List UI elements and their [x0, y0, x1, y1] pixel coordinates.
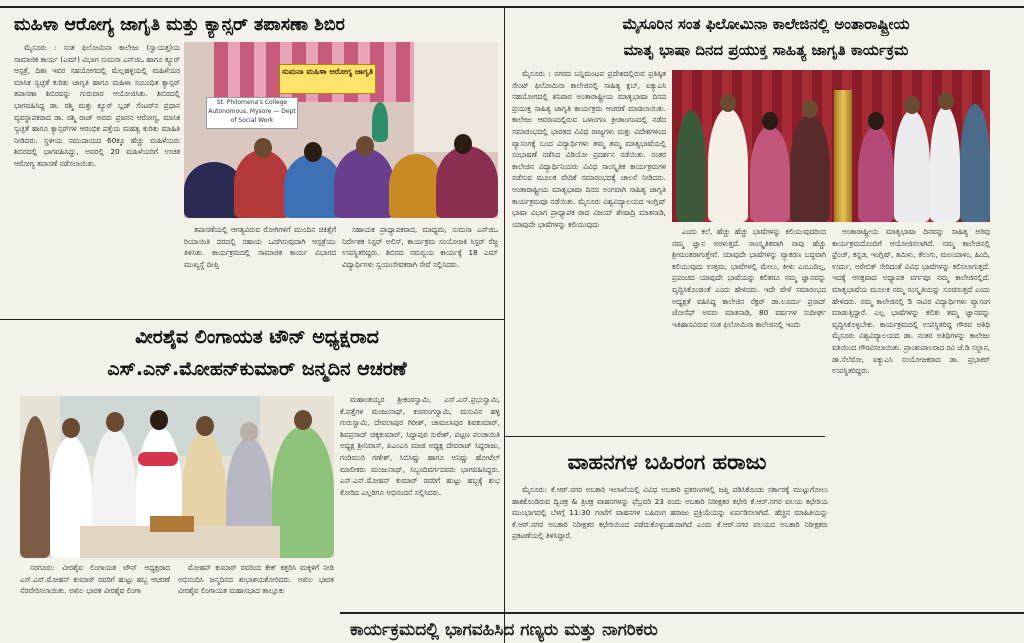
language-day-col3-text: ಅಂತಾರಾಷ್ಟ್ರೀಯ ಮಾತೃಭಾಷಾ ದಿನವನ್ನು ಸಾಹಿತ್ಯ ಅರಿವು ಕಾರ್ಯಕ್ರಮದೊಂದಿಗೆ ಆಯೋಜಿಸಲಾಗಿದೆ. ನಮ್ಮ ಕಾಲೇಜಿನಲ್ಲಿ ಫ್ರೆಂಚ್, ಕನ್ನಡ, ಇಂಗ್ಲಿಷ್, ತಮಿಳು, ತೆಲುಗು, ಮಲಯಾಳಂ, ಹಿಂದಿ, ಉರ್ದು, ಅರೇಬಿಕ್ ಸೇರಿದಂತೆ ವಿವಿಧ ಭಾಷೆಗಳನ್ನು ಕಲಿಸಲಾಗುತ್ತದೆ. ಇದಕ್ಕೆ ಆಸಕ್ತವಾದ ಅಧ್ಯಾಪಕ ವರ್ಗವೂ ನಮ್ಮ ಕಾಲೇಜಿನಲ್ಲಿದೆ. ಮಾತೃಭಾಷೆಯ ಮೂಲಕ ನಮ್ಮ ಸಂಸ್ಕೃತಿಯನ್ನು ಸೂಚಿಸುತ್ತದೆ ಎಂದು ಹೇಳಿದರು. ನಮ್ಮ ಕಾಲೇಜಿನಲ್ಲಿ 5 ಸಾವಿರ ವಿದ್ಯಾರ್ಥಿಗಳು ವ್ಯಾಸಂಗ ಮಾಡುತ್ತಿದ್ದಾರೆ. ಎಲ್ಲ ಭಾಷೆಗಳನ್ನು ಕಲಿತು ತಮ್ಮ ಜ್ಞಾನವನ್ನು ವೃದ್ಧಿಸಿಕೊಳ್ಳಬೇಕು. ಕಾರ್ಯಕ್ರಮದಲ್ಲಿ ಉಪಸ್ಥಿತರಿದ್ದ ಗೌರವ ಅತಿಥಿ ಮೈಸೂರು ವಿಶ್ವವಿದ್ಯಾಲಯದ ಡಾ. ನಂತರ ಅತಿಥಿಗಳನ್ನು ಕಾಲೇಜು ವತಿಯಿಂದ ಗೌರವಿಸಲಾಯಿತು. ಪ್ರಾಂಶುಪಾಲರಾದ ರವಿ ಜೆ.ಡಿ ಸಲ್ದಾನ, ಡಾ.ಸೆಲೆರೋ, ಐಕ್ಯುಎಸಿ ಸಂಯೋಜಕರಾದ ಡಾ. ಪ್ರಭಾಕರ್ ಉಪಸ್ಥಿತರಿದ್ದರು.	[832, 227, 990, 376]
man-head-5	[240, 422, 258, 442]
language-day-col1-text: ಮೈಸೂರು : ನಗರದ ಬನ್ನಿಮಂಟಪ ಪ್ರದೇಶದಲ್ಲಿರುವ ಪ್ರತಿಷ್ಠಿತ ಸೇಂಟ್ ಫಿಲೋಮಿನಾ ಕಾಲೇಜಿನಲ್ಲಿ ಸಾಹಿತ್ಯ ಕ್ಲಬ್, ಐಕ್ಯುಎಸಿ ಸಹಯೋಗದಲ್ಲಿ ಶನಿವಾರ ಅಂತಾರಾಷ್ಟ್ರೀಯ ಮಾತೃಭಾಷಾ ದಿನದ ಪ್ರಯುಕ್ತ ಸಾಹಿತ್ಯ ಜಾಗೃತಿ ಕಾರ್ಯಕ್ರಮ ಆಚರಣೆ ಮಾಡಲಾಯಿತು. ಕಾಲೇಜು ಆವರಣದಲ್ಲಿರುವ ಒಳಾಂಗಣ ಕ್ರೀಡಾಂಗಣದಲ್ಲಿ ನಡೆದ ಸಮಾರಂಭದಲ್ಲಿ ಭಾರತದ ವಿವಿಧ ರಾಜ್ಯಗಳು ಮತ್ತು ವಿದೇಶಗಳಿಂದ ವ್ಯಾಸಂಗಕ್ಕೆ ಬಂದ ವಿದ್ಯಾರ್ಥಿಗಳು ತಮ್ಮ ತಮ್ಮ ಮಾತೃಭಾಷೆಯಲ್ಲಿ ಸಂಭಾಷಣೆ ನಡೆಸಿದ ವಿಡಿಯೋ ಪ್ರದರ್ಶನ ನಡೆಯಿತು. ನಂತರ ಕಾಲೇಜಿನ ವಿದ್ಯಾರ್ಥಿನಿಯರು ವಿವಿಧ ಸಾಂಸ್ಕೃತಿಕ ಕಾರ್ಯಕ್ರಮಗಳ ನಡೆಸುವ ಮೂಲಕ ವೇದಿಕೆ ಸಮಾರಂಭದಕ್ಕೆ ಚಾಲನೆ ನೀಡಿದರು. ಅಂತಾರಾಷ್ಟ್ರೀಯ ಮಾತೃಭಾಷಾ ದಿನದ ಅಂಗವಾಗಿ ಸಾಹಿತ್ಯ ಜಾಗೃತಿ ಕಾರ್ಯಕ್ರಮವೂ ನಡೆಯಿತು. ಮೈಸೂರು ವಿಶ್ವವಿದ್ಯಾಲಯದ ಇಂಗ್ಲಿಷ್ ಭಾಷಾ ವಿಭಾಗ ಪ್ರಾಧ್ಯಾಪಕ ರಾದ ವಿಜಯ್ ಶೇಷಾದ್ರಿ ಮಾತನಾಡಿ, ಯಾವುದೇ ಭಾಷೆಗಳನ್ನು ಕಲಿಯುವುದು	[512, 69, 666, 229]
language-day-column-2	[672, 226, 826, 430]
auction-body-text: ಮೈಸೂರು: ಕೆ.ಆರ್.ನಗರ ಅಬಕಾರಿ ಇಲಾಖೆಯಲ್ಲಿ ವಿವಿಧ ಅಬಕಾರಿ ಪ್ರಕರಣಗಳಲ್ಲಿ ಜಪ್ತಿ ಪಡಿಸಿಕೊಂಡು ಸರ್ಕಾರಕ್ಕೆ ಮುಟ್ಟುಗೋಲು ಹಾಕಿಕೊಂಡಿರುವ ದ್ವಿಚಕ್ರ & ತ್ರಿಚಕ್ರ ವಾಹನಗಳನ್ನು ಫೆಬ್ರವರಿ 23 ರಂದು ಅಬಕಾರಿ ನಿರೀಕ್ಷಕರ ಕಛೇರಿ ಕೆ.ಆರ್.ನಗರ ವಲಯ ಕಛೇರಿಯ ಮುಂಭಾಗದಲ್ಲಿ ಬೆಳಗ್ಗೆ 11:30 ಗಂಟೆಗೆ ವಾಹನಗಳ ಬಹಿರಂಗ ಹರಾಜು ಪ್ರಕ್ರಿಯೆಯನ್ನು ಏರ್ಪಡಿಸಲಾಗಿದೆ. ಹೆಚ್ಚಿನ ಮಾಹಿತಿಯನ್ನು ಕೆ.ಆರ್.ನಗರ ಅಬಕಾರಿ ನಿರೀಕ್ಷಕರ ಕಛೇರಿಯಿಂದ ಪಡೆದುಕೊಳ್ಳಬಹುದಾಗಿದೆ ಎಂದು ಕೆ.ಆರ್.ನಗರ ವಲಯದ ಅಬಕಾರಿ ನಿರೀಕ್ಷಕರು ಪ್ರಕಟಣೆಯಲ್ಲಿ ತಿಳಿಸಿದ್ದಾರೆ.	[512, 485, 828, 541]
man-head-6	[294, 410, 312, 430]
top-rule	[0, 6, 1024, 8]
wall	[414, 42, 498, 152]
guest-3	[750, 126, 790, 222]
man-head-4	[196, 416, 214, 436]
garland	[138, 452, 178, 466]
guest-1	[676, 110, 706, 222]
birthday-headline-1: ವೀರಶೈವ ಲಿಂಗಾಯತ ಟೌನ್ ಅಧ್ಯಕ್ಷರಾದ	[135, 326, 379, 348]
guest-head-1	[720, 94, 736, 112]
health-camp-col2-text: ತಪಾಸಣೆಯಲ್ಲಿ ಆಗತ್ಯವಿರುವ ರೋಗಿಗಳಿಗೆ ಮುಂದಿನ ಚಿಕಿತ್ಸೆಗೆ ರಿಯಾಯಿತಿ ದರದಲ್ಲಿ ಸಹಾಯ ಒದಗಿಸುವುದಾಗಿ ಆಸ್ಪತ್ರೆಯು ತಿಳಿಸಿತು. ಕಾರ್ಯಕ್ರಮದಲ್ಲಿ ಸಾಮಾಜಿಕ ಕಾರ್ಯ ವಿಭಾಗದ ಮುಖ್ಯಸ್ಥೆ ದೀಪ್ತಿ	[184, 225, 336, 269]
brass-lamp	[834, 90, 852, 222]
health-camp-photo	[184, 42, 498, 218]
birthday-col2-text: ಮೋಹನ್ ಕುಮಾರ್ ರವರಿಂದ ಕೇಕ್ ಕತ್ತರಿಸಿ ಮಕ್ಕಳಿಗೆ ನೀಡಿ ಅಭಿನಂದಿಸಿ ಜನ್ಮದಿನದ ಶುಭಾಶಯಕೋರಿದರು. ಅಖಿಲ ಭಾರತ ವೀರಶೈವ ಲಿಂಗಾಯತ ಮಹಾಸಭಾದ ತಾಲ್ಲೂಕು	[178, 563, 334, 596]
audience-head-3	[356, 136, 374, 156]
man-head-3	[150, 410, 168, 430]
birthday-col3-text: ಮಹಾಂತಯ್ಯರ ಶ್ರೀಕಂಠಸ್ವಾಮಿ, ಎಸ್.ಎಸ್.ಪ್ರಭುಸ್ವಾಮಿ, ಕೆ.ಪತ್ತೆಗಳ ಮಂಜುನಾಥ್, ಕಂಠರಂಗಸ್ವಾಮಿ, ಮಸುವಿನ ಹಳ್ಳಿ ಗುರುಸ್ವಾಮಿ, ದೇವಲಾಪುರ ಗಿರೀಶ್, ಚಾಮಲಾಪುರ ಶಿವಕುಮಾರ್, ಶಿವಪ್ರಸಾದ್ ಚಿಕ್ಕಕುಮಾರ್, ಸಿದ್ದಾಪುರ ಸುರೇಶ್, ಪಟ್ಟಣ ಪಂಚಾಯಿತಿ ಅಧ್ಯಕ್ಷ ಶ್ರೀನಿವಾಸ್, ಪಿಎಂಎಸಿ ಮಾಜಿ ಅಧ್ಯಕ್ಷ ದೇವರಾಜ್ ಸಿದ್ದರಾಜು, ಗಂಡಿಮುರಿ ಗಣೇಶ್, ಸಿಬಿಸಿಷ್ಣು ಹಾಗೂ ಅನಿಷ್ಣು ಹೋಟೆಲ್ ಮಾಲೀಕರು ಮಂಜುನಾಥ್, ಸಿಬ್ಬಂದಿವರ್ಗದವರು ಭಾಗವಹಿಸಿದ್ದರು. ಎಸ್.ಎನ್.ಮೋಹನ್ ಕುಮಾರ್ ರವರಿಗೆ ಹುಟ್ಟು ಹಬ್ಬಕ್ಕೆ ಶುಭ ಕೋರಿದ ಎಲ್ಲರಿಗೂ ಅಭಿನಂದನೆ ಸಲ್ಲಿಸಿದರು.	[340, 395, 500, 497]
guest-7	[930, 106, 960, 222]
guest-2-priest	[708, 108, 748, 222]
audience-head-2	[304, 142, 322, 162]
center-divider	[504, 8, 505, 643]
guest-head-4	[868, 112, 884, 130]
auction-body	[512, 484, 828, 604]
language-day-headline-2: ಮಾತೃ ಭಾಷಾ ದಿನದ ಪ್ರಯುಕ್ತ ಸಾಹಿತ್ಯ ಜಾಗೃತಿ ಕಾರ್ಯಕ್ರಮ	[623, 41, 909, 59]
audience-5	[389, 154, 443, 218]
cake	[150, 516, 194, 532]
bottom-strip-headline: ಕಾರ್ಯಕ್ರಮದಲ್ಲಿ ಭಾಗವಹಿಸಿದ ಗಣ್ಯರು ಮತ್ತು ನಾಗರಿಕರು	[350, 620, 658, 640]
left-divider-1	[0, 319, 504, 320]
birthday-column-2	[178, 562, 334, 632]
language-day-headline-1: ಮೈಸೂರಿನ ಸಂತ ಫಿಲೋಮಿನಾ ಕಾಲೇಜಿನಲ್ಲಿ ಅಂತಾರಾಷ್ಟ್ರೀಯ	[622, 15, 910, 33]
health-camp-column-1	[14, 42, 180, 318]
health-camp-column-2	[184, 224, 336, 316]
guest-8	[960, 104, 990, 222]
audience-2	[234, 150, 290, 218]
birthday-column-3	[340, 394, 500, 580]
audience-head-4	[454, 134, 472, 154]
bottom-rule	[340, 612, 1024, 614]
health-camp-col3-text: ಸಹಾಯಕ ಪ್ರಾಧ್ಯಾಪಕರಾದ, ಮಾಧ್ಯಮ, ಸುಮನಾ ಎನ್‌ಜಿಒ ನಿರ್ದೇಶಕ ಸಿಸ್ಟರ್ ಅಲಿಸ್, ಕಾರ್ಯಕ್ರಮ ಸಂಯೋಜಕಿ ಸಿಸ್ಟರ್ ರೆಜ್ಜ ಉಪಸ್ಥಿತರಿದ್ದರು. ಶಿಬಿರದ ಸಮನ್ವಯ ಕಾರ್ಯಕ್ಕೆ 18 ಎಮ್ ವಿದ್ಯಾರ್ಥಿಗಳು ಸ್ವಯಂಸೇವಕರಾಗಿ ಸೇವೆ ಸಲ್ಲಿಸಿದರು.	[342, 225, 498, 269]
man-1	[20, 416, 50, 558]
audience-6	[436, 146, 498, 218]
guest-5	[858, 126, 894, 222]
auction-top-rule	[505, 436, 825, 437]
language-day-col2-text: ಎಂದು ಕಲೆ, ಹೆಚ್ಚು ಹೆಚ್ಚು ಭಾಷೆಗಳನ್ನು ಕಲಿಯುವುದರಿಂದ ನಮ್ಮ ಜ್ಞಾನ ಅರಳುತ್ತದೆ. ಸಾಂಸ್ಕೃತಿಕವಾಗಿ ನಾವು ಹೆಚ್ಚು ಶ್ರೀಮಂತರಾಗುತ್ತೇವೆ. ಯಾವುದೇ ಭಾಷೆಗಳನ್ನು ವ್ಯಾಕರಣ ಬದ್ಧವಾಗಿ ಕಲಿಯುವುದು ಉತ್ತಮ, ಭಾಷೆಗಳಲ್ಲಿ ಮೇಲು, ಕೀಳು ಎಂಬುದಿಲ್ಲ, ಪ್ರಪಂಚದ ಯಾವುದೇ ಭಾಷೆಯನ್ನು ಕಲಿತರೂ ನಮ್ಮ ಜ್ಞಾನವನ್ನು ವೃದ್ಧಿಸಿಕೊಂಡಂತೆ ಎಂದು ಹೇಳಿದರು. ಇದೇ ವೇಳೆ ಸಮಾರಂಭದ ಅಧ್ಯಕ್ಷತೆ ವಹಿಸಿದ್ದ ಕಾಲೇಜಿನ ರೆಕ್ಟರ್ ಡಾ.ಲೂರ್ದು ಪ್ರಸಾದ್ ಜೋಸೆಫ್ ಅವರು ಮಾತನಾಡಿ, 80 ವರ್ಷಗಳ ಸುದೀರ್ಘ ಇತಿಹಾಸವಿರುವ ಸಂತ ಫಿಲೋಮಿನಾ ಕಾಲೇಜಿನಲ್ಲಿ ಇಂದು	[672, 227, 826, 329]
guest-head-6	[938, 92, 954, 110]
health-camp-headline: ಮಹಿಳಾ ಆರೋಗ್ಯ ಜಾಗೃತಿ ಮತ್ತು ಕ್ಯಾನ್ಸರ್ ತಪಾಸಣಾ ಶಿಬಿರ	[14, 15, 345, 35]
man-head-1	[62, 418, 80, 438]
language-day-column-3	[832, 226, 990, 602]
language-day-column-1	[512, 68, 666, 430]
birthday-headline-2: ಎಸ್.ಎನ್.ಮೋಹನ್‌ಕುಮಾರ್ ಜನ್ಮದಿನ ಆಚರಣೆ	[107, 358, 407, 380]
birthday-col1-text: ಸರಗೂರು: ವೀರಶೈವ ಲಿಂಗಾಯತ ಟೌನ್ ಅಧ್ಯಕ್ಷರಾದ ಎಸ್.ಎನ್.ಮೋಹನ್ ಕುಮಾರ್ ರವರಿಗೆ ಹುಟ್ಟು ಹಬ್ಬ ಆಚರಣೆ ನೆರವೇರಿಸಲಾಯಿತು. ಅಖಿಲ ಭಾರತ ವೀರಶೈವ ಲಿಂಗಾ	[20, 563, 170, 596]
guest-head-3	[802, 100, 818, 118]
auction-headline: ವಾಹನಗಳ ಬಹಿರಂಗ ಹರಾಜು	[567, 450, 767, 474]
birthday-photo	[20, 396, 334, 558]
guest-6	[894, 110, 930, 222]
speaker	[372, 102, 388, 142]
health-camp-column-3	[342, 224, 498, 316]
man-head-2	[106, 412, 124, 432]
photo-sign: St. Philomena's College Autonomous, Mysore — Dept of Social Work	[206, 97, 298, 129]
audience-4	[334, 148, 394, 218]
guest-head-2	[762, 112, 778, 130]
health-camp-col1-text: ಮೈಸೂರು : ಸಂತ ಫಿಲೋಮಿನಾ ಕಾಲೇಜು (ಸ್ವಾಯತ್ತ)ಯ ಸಾಮಾಜಿಕ ಕಾರ್ಯ (ಎಮ್) ವಿಭಾಗ ಸುಮನಾ ಎನ್‌ಜಿಒ ಹಾಗೂ ಕ್ಯೂರ್ ಆಸ್ಪತ್ರೆ, ದಿಶಾ ಇವರ ಸಹಯೋಗದಲ್ಲಿ ಮೆಲ್ಲಹಳ್ಳಿಯಲ್ಲಿ ಮಹಿಳೆಯರ ಮಾಸಿಕ ಸ್ವಚ್ಛತೆ ಕುರಿತು ಜಾಗೃತಿ ಹಾಗೂ ಮಹಿಳಾ ಸಂಬಂಧಿತ ಕ್ಯಾನ್ಸರ್ ತಪಾಸಣಾ ಶಿಬಿರವನ್ನು ಗುರುವಾರ ಆಯೋಜಿಸಿತು. ಶಿಬಿರದಲ್ಲಿ ಭಾಗವಹಿಸಿದ್ದ ಡಾ. ರಶ್ಮಿ ಮತ್ತು ಕ್ಯೂರ್ ಬ್ಲಡ್ ಸೆಂಟರ್‌ನ ಪ್ರಧಾನ ವ್ಯವಸ್ಥಾಪಕರಾದ ಡಾ. ರಶ್ಮಿ ರಾಜ್ ಅವರು ಪ್ರಜನನ ಆರೋಗ್ಯ, ಮಾಸಿಕ ಸ್ವಚ್ಛತೆ ಹಾಗೂ ಕ್ಯಾನ್ಸರ್‌ಗಳ ಆರಂಭಿಕ ಪತ್ತೆಯ ಮಹತ್ವ ಕುರಿತು ಮಾಹಿತಿ ನೀಡಿದರು. ಸ್ಥಳೀಯ ಸಮುದಾಯದ 60ಕ್ಕೂ ಹೆಚ್ಚು ಮಹಿಳೆಯರು ಶಿಬಿರದಲ್ಲಿ ಭಾಗವಹಿಸಿದ್ದು, ಅವರಲ್ಲಿ 20 ಮಹಿಳೆಯರಿಗೆ ಉಚಿತ ಆರೋಗ್ಯ ತಪಾಸಣೆ ನಡೆಸಲಾಯಿತು.	[14, 43, 180, 168]
photo-banner: ಸುಮನಾ ಮಹಿಳಾ ಆರೋಗ್ಯ ಜಾಗೃತಿ	[279, 64, 376, 94]
man-7	[272, 426, 334, 558]
audience-head-1	[254, 138, 272, 158]
language-day-photo	[672, 70, 990, 222]
birthday-column-1	[20, 562, 170, 632]
guest-4	[790, 114, 830, 222]
guest-head-5	[904, 96, 920, 114]
